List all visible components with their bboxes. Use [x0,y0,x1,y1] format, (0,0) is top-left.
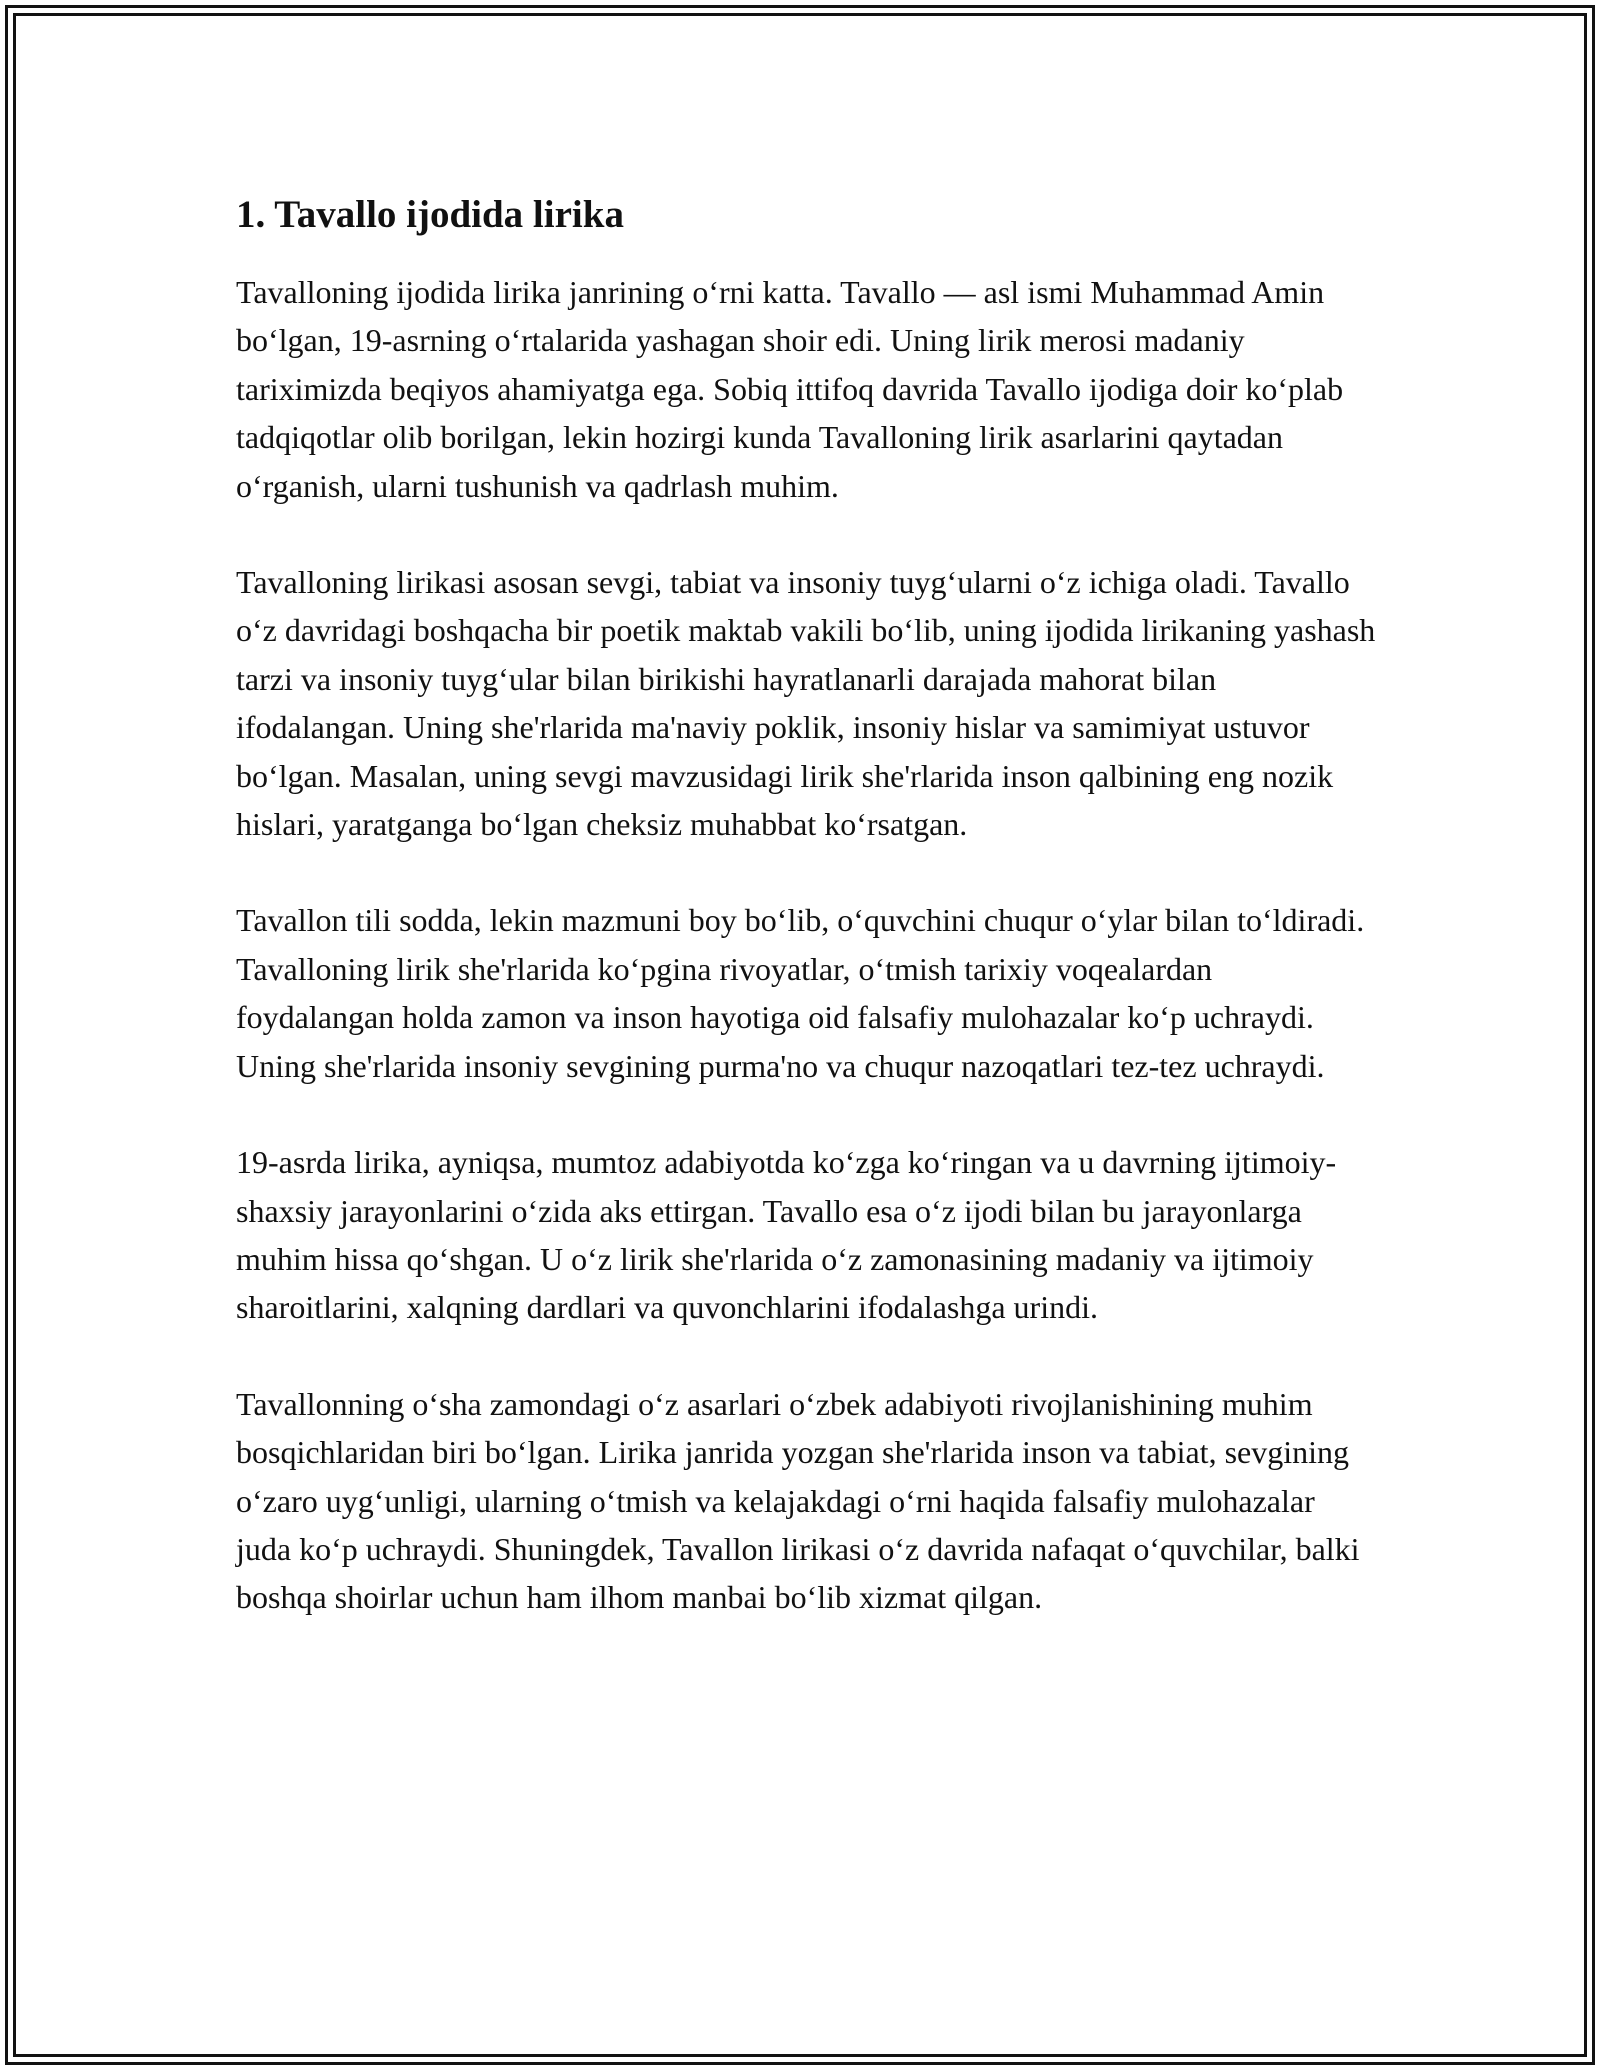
paragraph-2: Tavalloning lirikasi asosan sevgi, tabiat va insoniy tuyg‘ularni o‘z ichiga oladi. Tavallo o‘z davridagi boshqacha bir poetik maktab vakili bo‘lib, uning ijodida lirikaning yashash tarzi va insoniy tuyg‘ular bilan birikishi hayratlanarli darajada mahorat bilan ifodalangan. Uning she'rlarida ma'naviy poklik, insoniy hislar va samimiyat ustuvor bo‘lgan. Masalan, uning sevgi mavzusidagi lirik she'rlarida inson qalbining eng nozik hislari, yaratganga bo‘lgan cheksiz muhabbat ko‘rsatgan. [236,564,1376,843]
paragraph-5: Tavallonning o‘sha zamondagi o‘z asarlari o‘zbek adabiyoti rivojlanishining muhim bosqichlaridan biri bo‘lgan. Lirika janrida yozgan she'rlarida inson va tabiat, sevgining o‘zaro uyg‘unligi, ularning o‘tmish va kelajakdagi o‘rni haqida falsafiy mulohazalar juda ko‘p uchraydi. Shuningdek, Tavallon lirikasi o‘z davrida nafaqat o‘quvchilar, balki boshqa shoirlar uchun ham ilhom manbai bo‘lib xizmat qilgan. [236,1385,1360,1616]
paragraph-1: Tavalloning ijodida lirika janrining o‘rni katta. Tavallo — asl ismi Muhammad Amin bo‘lgan, 19-asrning o‘rtalarida yashagan shoir edi. Uning lirik merosi madaniy tariximizda beqiyos ahamiyatga ega. Sobiq ittifoq davrida Tavallo ijodiga doir ko‘plab tadqiqotlar olib borilgan, lekin hozirgi kunda Tavalloning lirik asarlarini qaytadan o‘rganish, ularni tushunish va qadrlash muhim. [236,274,1344,504]
document-content [236,184,1376,1622]
paragraph-4: 19-asrda lirika, ayniqsa, mumtoz adabiyotda ko‘zga ko‘ringan va u davrning ijtimoiy-shaxsiy jarayonlarini o‘zida aks ettirgan. Tavallo esa o‘z ijodi bilan bu jarayonlarga muhim hissa qo‘shgan. U o‘z lirik she'rlarida o‘z zamonasining madaniy va ijtimoiy sharoitlarini, xalqning dardlari va quvonchlarini ifodalashga urindi. [236,1144,1337,1326]
paragraph-3: Tavallon tili sodda, lekin mazmuni boy bo‘lib, o‘quvchini chuqur o‘ylar bilan to‘ldiradi. Tavalloning lirik she'rlarida ko‘pgina rivoyatlar, o‘tmish tarixiy voqealardan foydalangan holda zamon va inson hayotiga oid falsafiy mulohazalar ko‘p uchraydi. Uning she'rlarida insoniy sevgining purma'no va chuqur nazoqatlari tez-tez uchraydi. [236,902,1365,1084]
section-title: 1. Tavallo ijodida lirika [236,193,624,236]
